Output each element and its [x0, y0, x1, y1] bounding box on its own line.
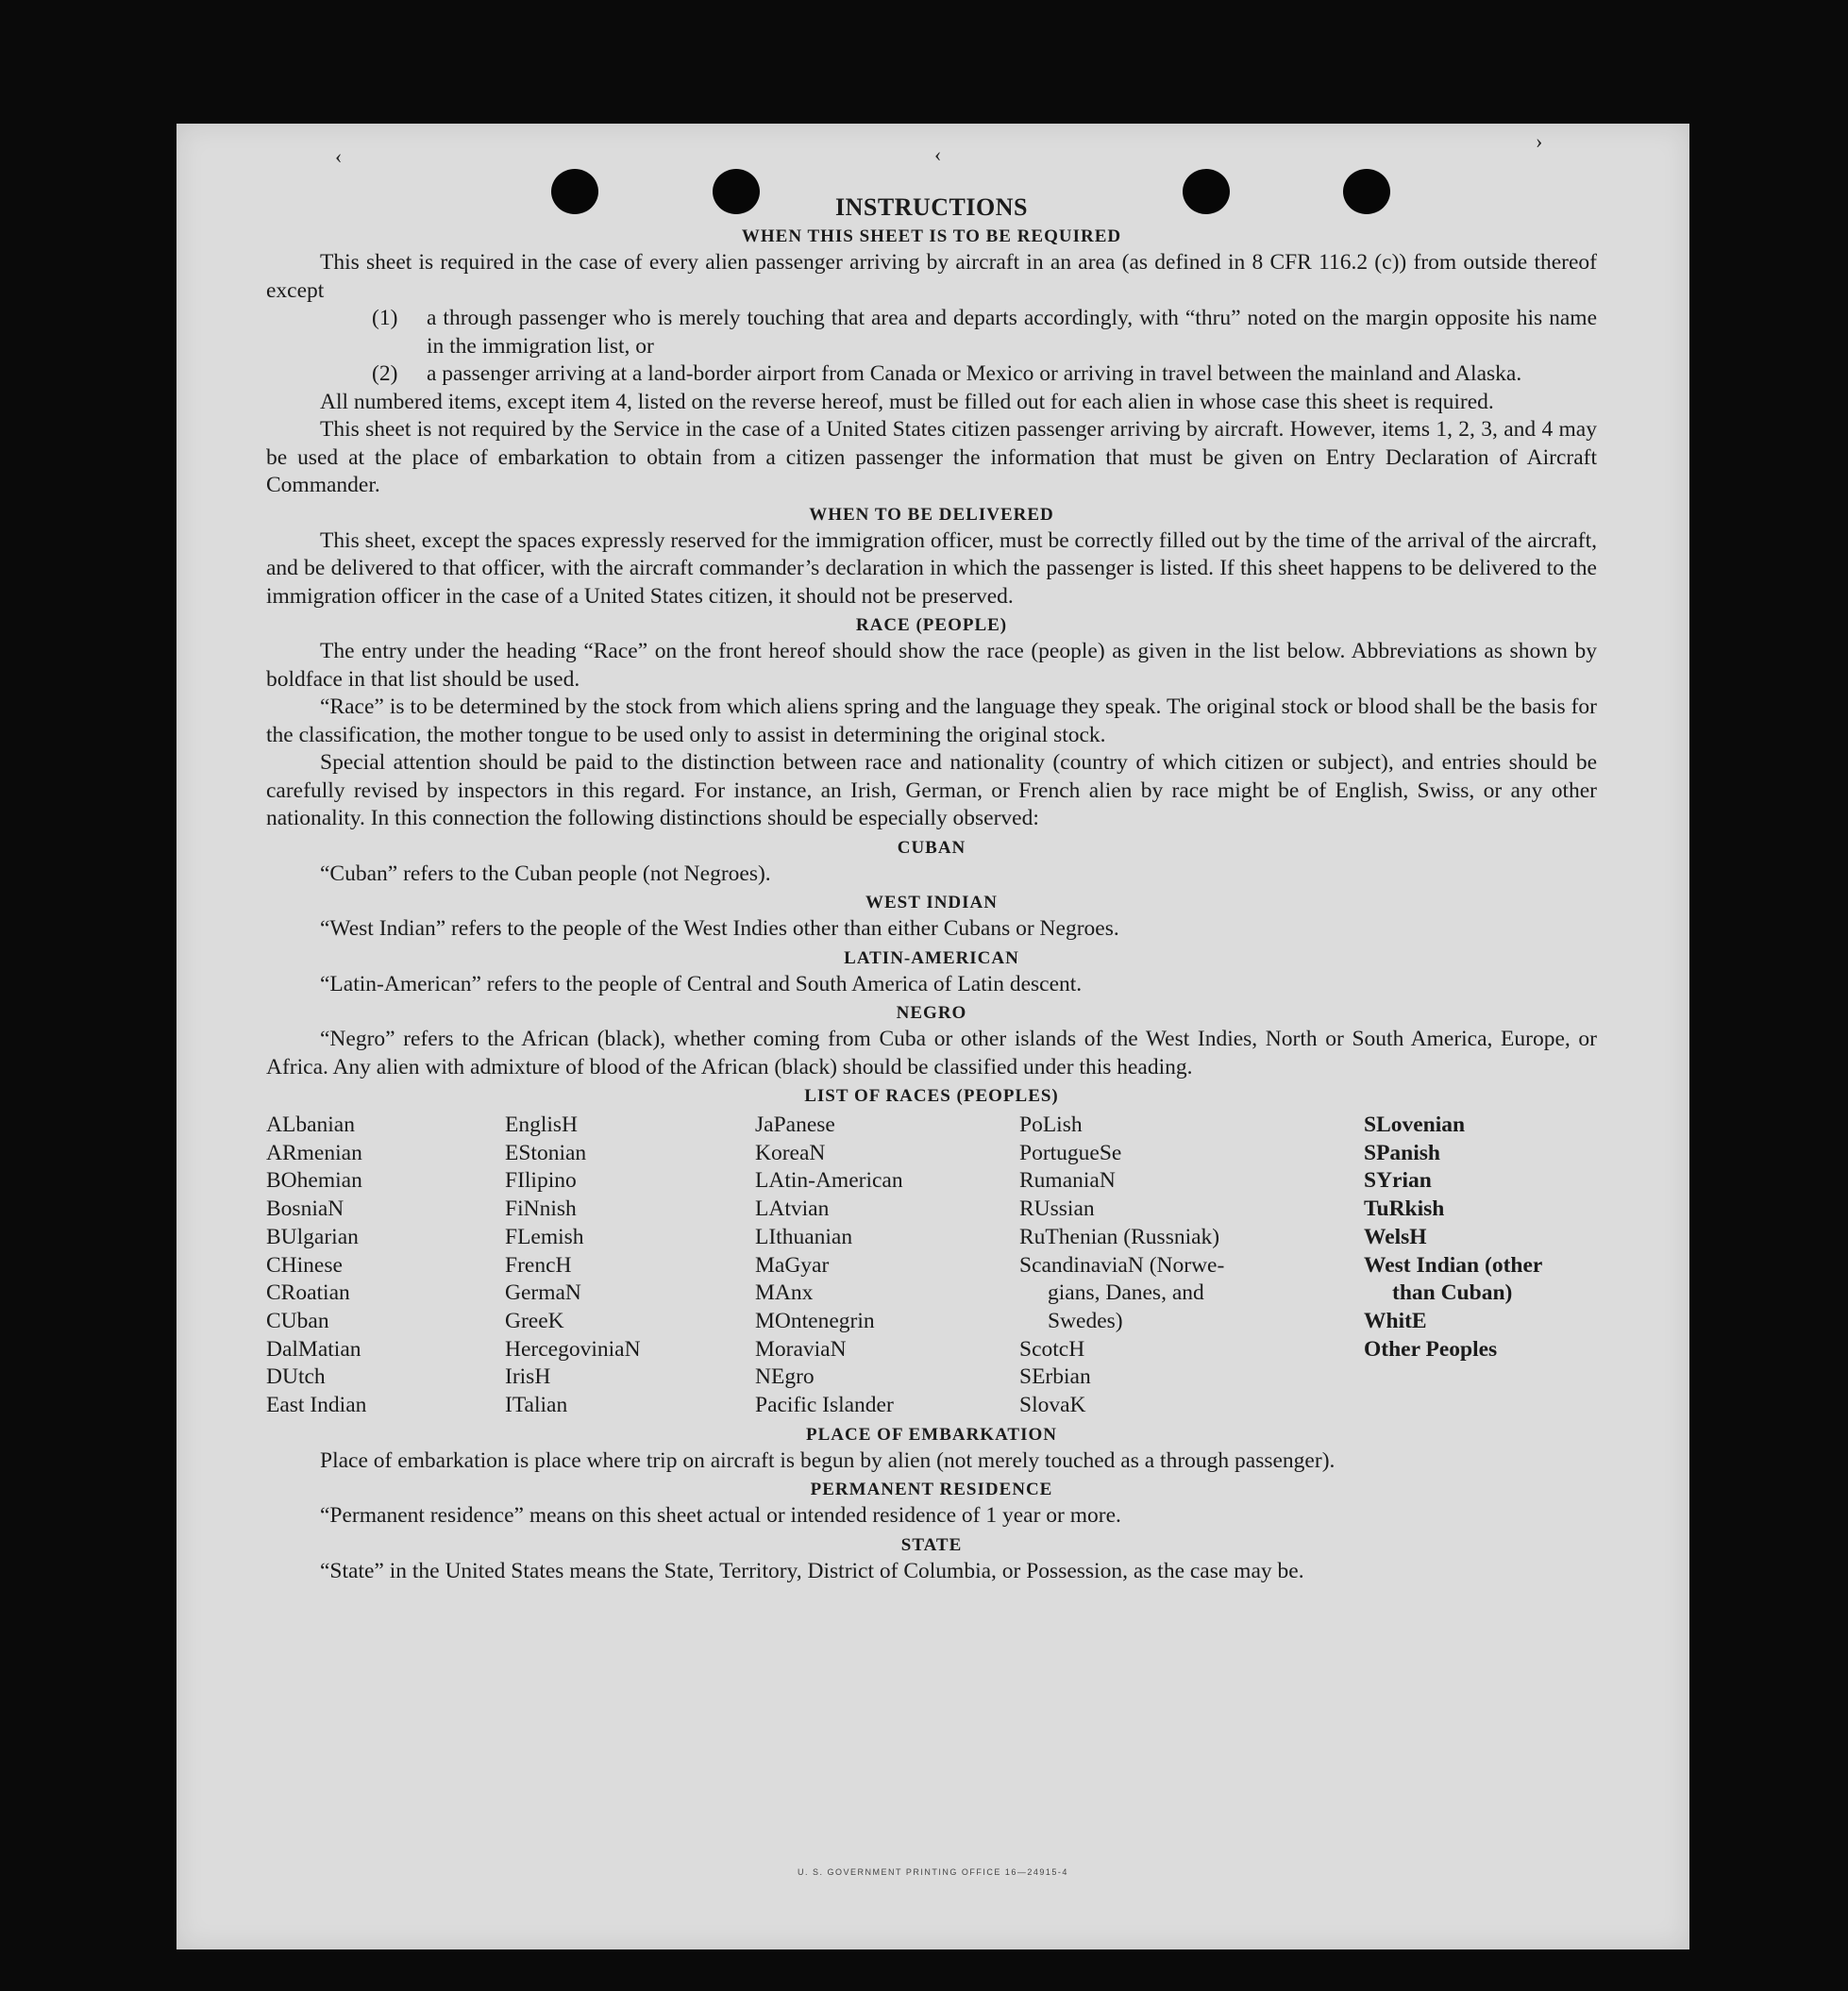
item-number: (1) [372, 306, 398, 330]
section-heading-delivered: WHEN TO BE DELIVERED [809, 504, 1054, 525]
race-entry: BosniaN [266, 1196, 344, 1222]
race-entry: IrisH [505, 1364, 551, 1390]
section-heading-residence: PERMANENT RESIDENCE [810, 1480, 1053, 1500]
paragraph: This sheet is required in the case of every alien passenger arriving by aircraft in an area (as defined in 8 CFR 116.2 (c)) from outside thereof except [266, 250, 1597, 303]
race-entry: SPanish [1364, 1140, 1440, 1165]
paragraph: Place of embarkation is place where trip on aircraft is begun by alien (not merely touched as a through passenger). [320, 1447, 1336, 1473]
instructions-content [266, 193, 1597, 1585]
race-entry: SLovenian [1364, 1113, 1466, 1137]
race-entry: FLemish [505, 1224, 584, 1249]
race-entry: JaPanese [755, 1113, 835, 1137]
list-item [372, 360, 1597, 389]
race-entry: ScotcH [1019, 1336, 1085, 1362]
race-entry: MAnx [755, 1280, 814, 1306]
paragraph: “State” in the United States means the State, Territory, District of Columbia, or Possession, as the case may be. [320, 1558, 1304, 1583]
race-entry: RuThenian (Russniak) [1019, 1224, 1220, 1249]
section-heading-latin-american: LATIN-AMERICAN [844, 947, 1019, 968]
race-entry: CHinese [266, 1252, 343, 1278]
paragraph: “Cuban” refers to the Cuban people (not Negroes). [320, 861, 771, 886]
race-entry: WhitE [1364, 1308, 1427, 1333]
paragraph: “Race” is to be determined by the stock from which aliens spring and the language they speak. The original stock or blood shall be the basis for the classification, the mother tongue to be used only to assist in determining the original stock. [266, 694, 1597, 747]
scan-mark: ‹ [335, 144, 343, 168]
race-entry: ITalian [505, 1393, 568, 1418]
race-entry: Other Peoples [1364, 1336, 1498, 1362]
race-entry: LIthuanian [755, 1224, 853, 1249]
list-item [372, 305, 1597, 360]
document-sheet [176, 124, 1689, 1949]
race-entry: MOntenegrin [755, 1308, 875, 1333]
item-number: (2) [372, 361, 398, 386]
race-entry: HercegoviniaN [505, 1336, 641, 1362]
race-entry: DalMatian [266, 1336, 361, 1362]
races-column [266, 1112, 505, 1420]
section-heading-negro: NEGRO [896, 1003, 967, 1023]
races-column [1364, 1112, 1597, 1420]
race-entry: West Indian (other [1364, 1252, 1543, 1278]
race-entry: RumaniaN [1019, 1168, 1116, 1194]
race-entry: ALbanian [266, 1113, 355, 1137]
scan-mark: ‹ [934, 142, 942, 166]
paragraph: Special attention should be paid to the distinction between race and nationality (country of which citizen or subject), and entries should be carefully revised by inspectors in this regard. For instance, an Irish, German, or French alien by race might be of English, Swiss, or any other nationality. In this connection the following distinctions should be especially observed: [266, 750, 1597, 830]
race-entry: BOhemian [266, 1168, 362, 1194]
race-entry: SlovaK [1019, 1393, 1086, 1418]
paragraph: “Permanent residence” means on this sheet actual or intended residence of 1 year or more. [320, 1503, 1121, 1529]
paragraph: “Negro” refers to the African (black), whether coming from Cuba or other islands of the West Indies, North or South America, Europe, or Africa. Any alien with admixture of blood of the African (black) should be classified under this heading. [266, 1027, 1597, 1079]
race-entry: East Indian [266, 1393, 367, 1418]
race-entry: ARmenian [266, 1140, 362, 1165]
paragraph: All numbered items, except item 4, listed on the reverse hereof, must be filled out for each alien in whose case this sheet is required. [320, 389, 1494, 414]
race-entry: EStonian [505, 1140, 587, 1165]
race-entry: LAtin-American [755, 1168, 903, 1194]
race-entry: MaGyar [755, 1252, 830, 1278]
printer-imprint: U. S. GOVERNMENT PRINTING OFFICE 16—24915-4 [798, 1867, 1068, 1877]
section-heading-west-indian: WEST INDIAN [865, 893, 998, 912]
races-column [1019, 1112, 1364, 1420]
race-entry: MoraviaN [755, 1336, 847, 1362]
race-entry: PortugueSe [1019, 1140, 1122, 1165]
section-heading-race: RACE (PEOPLE) [855, 615, 1008, 635]
race-entry: CRoatian [266, 1280, 350, 1306]
race-entry: NEgro [755, 1364, 815, 1390]
race-entry: than Cuban) [1392, 1280, 1513, 1306]
paragraph: The entry under the heading “Race” on the front hereof should show the race (people) as given in the list below. Abbreviations as shown by boldface in that list should be used. [266, 639, 1597, 692]
section-heading-state: STATE [900, 1534, 963, 1555]
race-entry: FrencH [505, 1252, 572, 1278]
section-heading-list-of-races: LIST OF RACES (PEOPLES) [804, 1086, 1059, 1106]
race-entry: PoLish [1019, 1113, 1083, 1137]
race-entry: DUtch [266, 1364, 326, 1390]
race-entry: FIlipino [505, 1168, 577, 1194]
race-entry: BUlgarian [266, 1224, 359, 1249]
race-entry: KoreaN [755, 1140, 826, 1165]
race-entry: Swedes) [1048, 1308, 1123, 1333]
race-entry: Pacific Islander [755, 1393, 894, 1418]
item-text: a through passenger who is merely touching that area and departs accordingly, with “thru” noted on the margin opposite his name in the immigration list, or [427, 306, 1597, 359]
race-entry: LAtvian [755, 1196, 830, 1222]
item-text: a passenger arriving at a land-border airport from Canada or Mexico or arriving in travel between the mainland and Alaska. [427, 361, 1522, 386]
section-heading-embarkation: PLACE OF EMBARKATION [806, 1424, 1057, 1445]
page-title: INSTRUCTIONS [835, 193, 1028, 221]
section-heading-cuban: CUBAN [897, 837, 966, 858]
race-entry: GreeK [505, 1308, 564, 1333]
paragraph: This sheet, except the spaces expressly reserved for the immigration officer, must be correctly filled out by the time of the arrival of the aircraft, and be delivered to that officer, with the aircraft commander’s declaration in which the passenger is listed. If this sheet happens to be delivered to the immigration officer in the case of a United States citizen, it should not be preserved. [266, 527, 1597, 609]
race-entry: FiNnish [505, 1196, 577, 1222]
paragraph: “Latin-American” refers to the people of Central and South America of Latin descent. [320, 971, 1083, 996]
scan-mark: › [1536, 129, 1543, 153]
paragraph: This sheet is not required by the Service in the case of a United States citizen passenger arriving by aircraft. However, items 1, 2, 3, and 4 may be used at the place of embarkation to obtain from a citizen passenger the information that must be given on Entry Declaration of Aircraft Commander. [266, 417, 1597, 497]
race-entry: EnglisH [505, 1113, 579, 1137]
race-entry: TuRkish [1364, 1196, 1445, 1222]
race-entry: GermaN [505, 1280, 581, 1306]
section-heading-required: WHEN THIS SHEET IS TO BE REQUIRED [741, 226, 1122, 246]
race-entry: WelsH [1364, 1224, 1427, 1249]
races-list [266, 1112, 1597, 1420]
race-entry: SErbian [1019, 1364, 1091, 1390]
paragraph: “West Indian” refers to the people of the West Indies other than either Cubans or Negroes. [320, 916, 1119, 941]
race-entry: ScandinaviaN (Norwe- [1019, 1252, 1225, 1278]
races-column [755, 1112, 1019, 1420]
race-entry: CUban [266, 1308, 329, 1333]
race-entry: SYrian [1364, 1168, 1432, 1194]
race-entry: RUssian [1019, 1196, 1095, 1222]
races-column [505, 1112, 755, 1420]
race-entry: gians, Danes, and [1048, 1280, 1204, 1306]
